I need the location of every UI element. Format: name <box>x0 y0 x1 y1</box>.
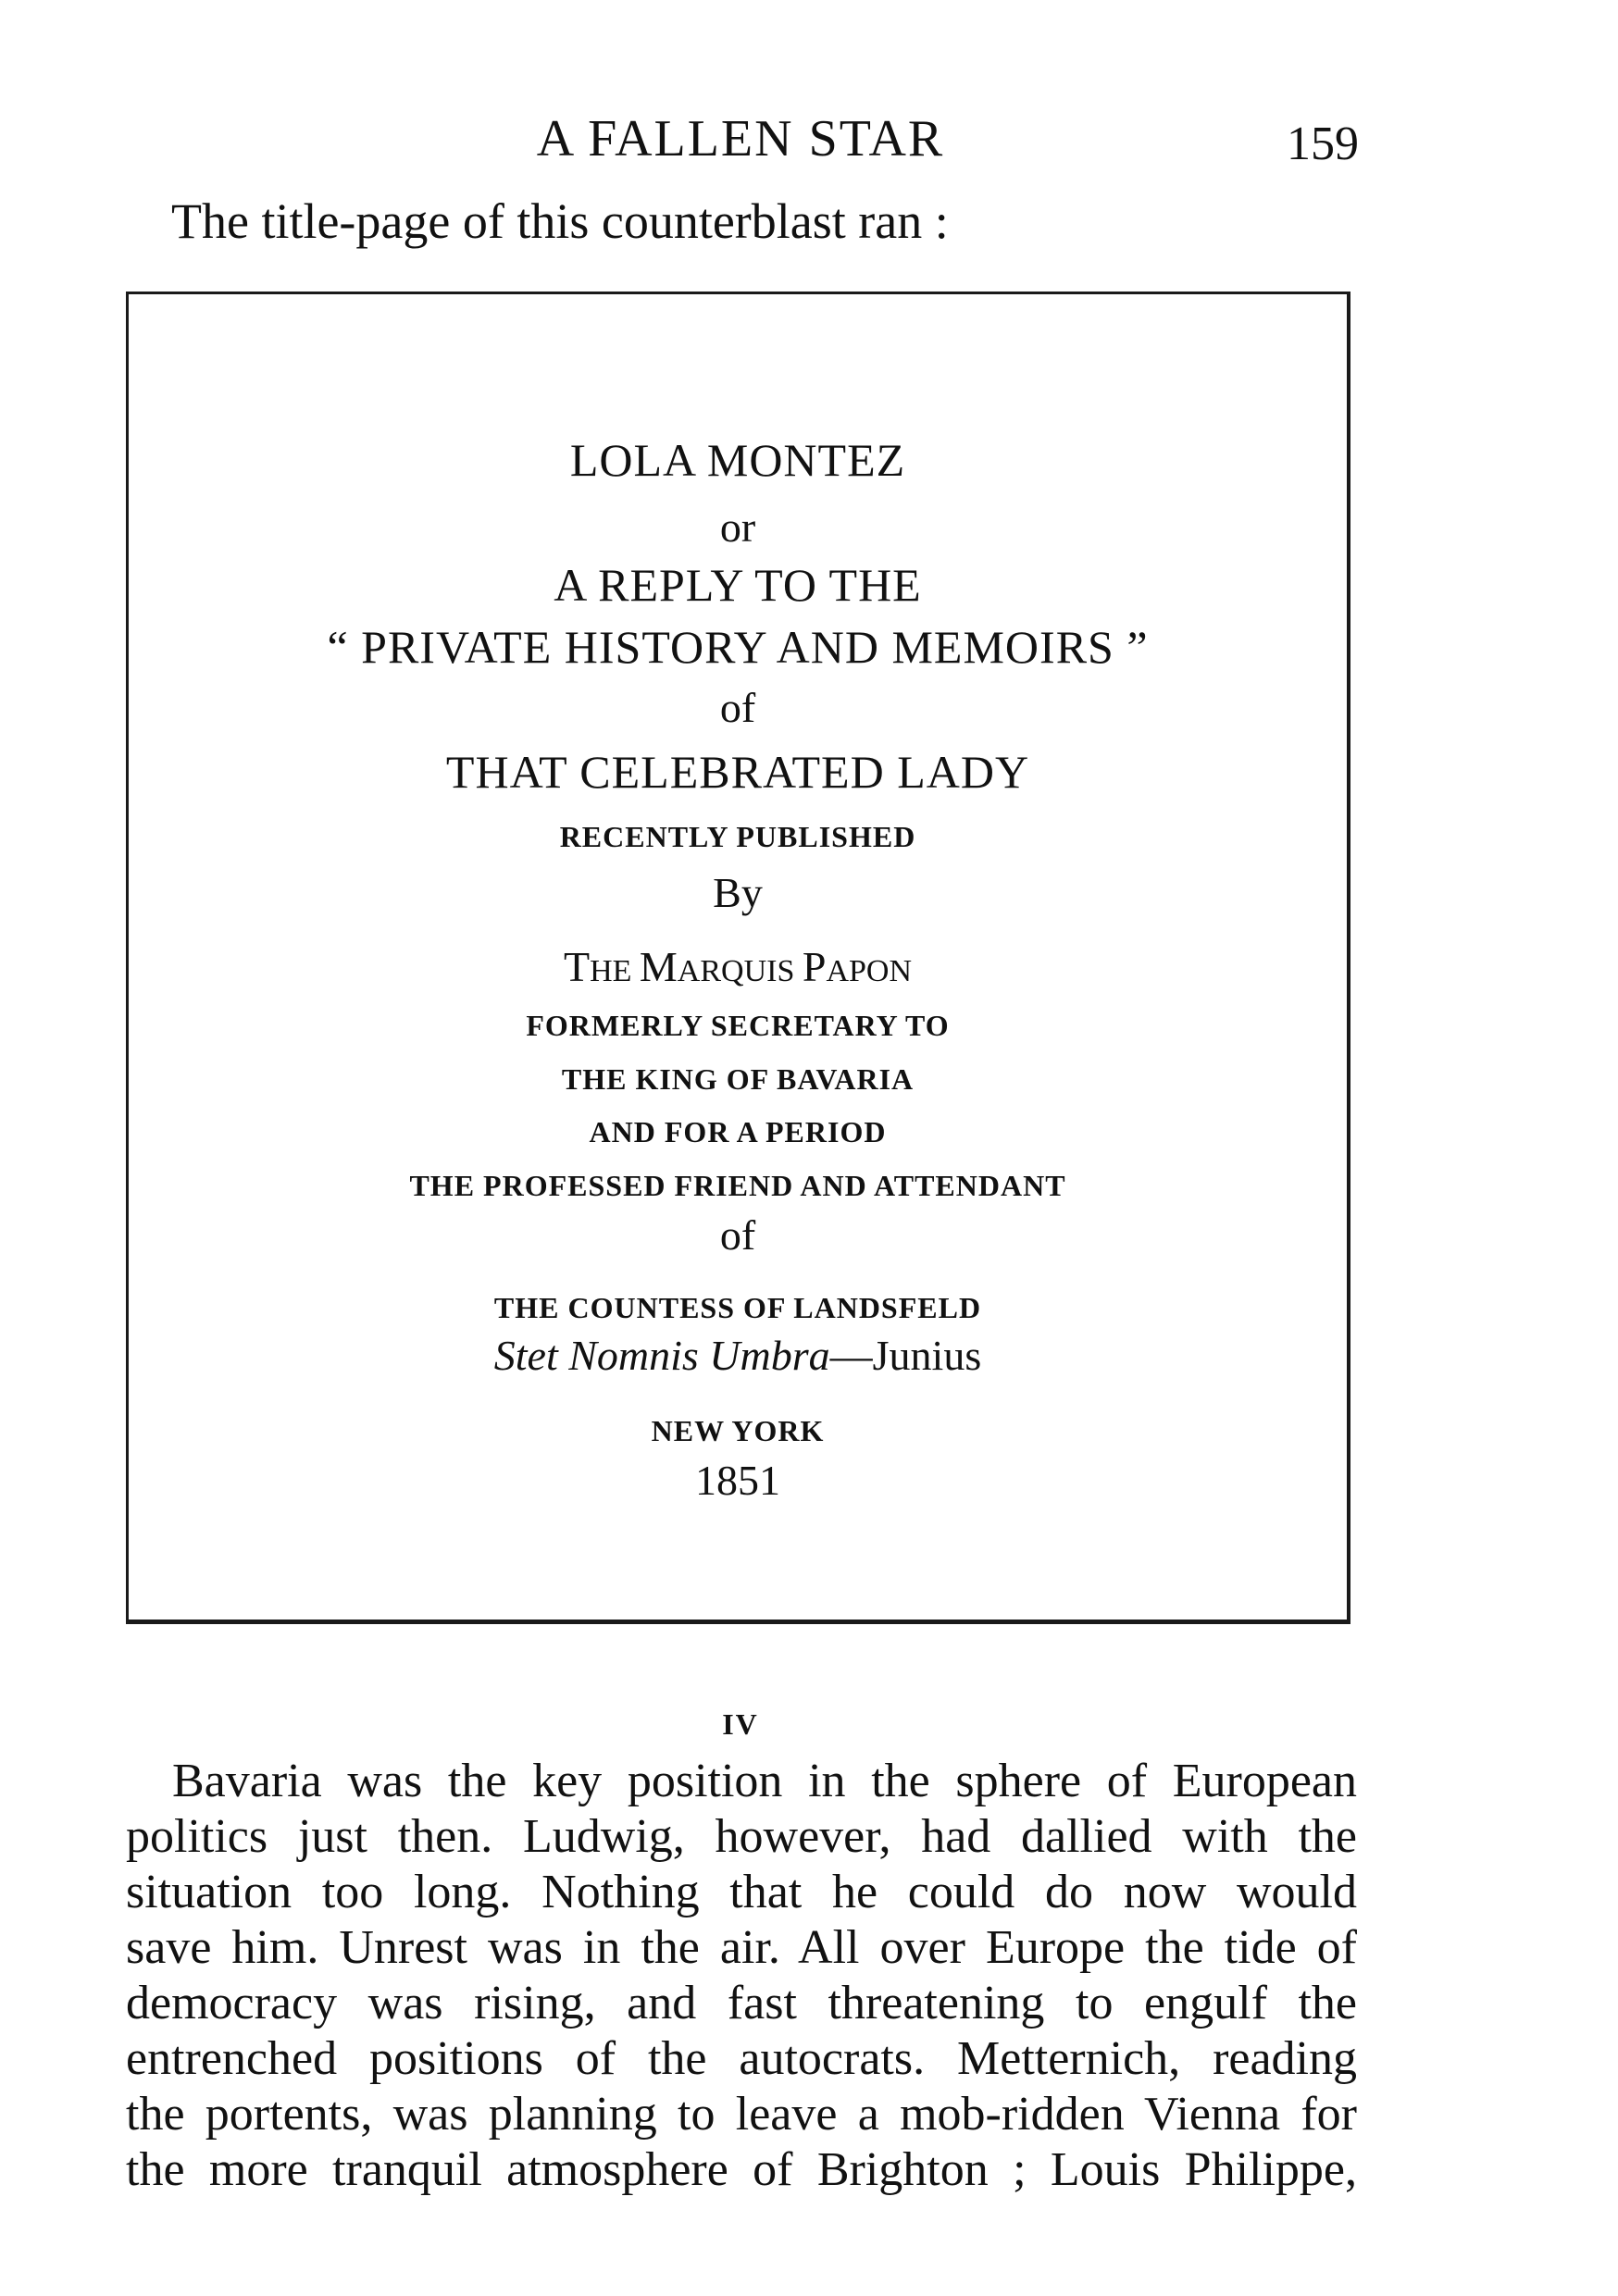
reproduced-title-page <box>126 292 1350 1624</box>
motto-attribution: —Junius <box>829 1332 982 1379</box>
author-line <box>129 942 1347 991</box>
city-line: NEW YORK <box>651 1414 825 1447</box>
reply-line: A REPLY TO THE <box>554 559 922 611</box>
body-line: save him. Unrest was in the air. All over Europe the tide of <box>126 1921 1357 1974</box>
author-cap-2: M <box>639 943 678 990</box>
king-line: THE KING OF BAVARIA <box>561 1062 915 1096</box>
body-line: entrenched positions of the autocrats. Metternich, reading <box>126 2032 1357 2085</box>
body-line: politics just then. Ludwig, however, had dallied with the <box>126 1810 1357 1863</box>
or-line: or <box>719 503 756 551</box>
by-line: By <box>713 869 763 916</box>
section-number: IV <box>722 1707 759 1741</box>
author-sc-1: HE <box>590 954 640 988</box>
body-line: situation too long. Nothing that he could do now would <box>126 1866 1357 1918</box>
recently-line: RECENTLY PUBLISHED <box>559 820 916 853</box>
body-line: Bavaria was the key position in the sphere of European <box>172 1755 1357 1807</box>
motto-line <box>129 1331 1347 1380</box>
running-head <box>0 109 1618 174</box>
friend-line: THE PROFESSED FRIEND AND ATTENDANT <box>409 1169 1066 1202</box>
author-sc-2: ARQUIS <box>677 954 803 988</box>
body-paragraph <box>126 1754 1357 2198</box>
page-number: 159 <box>1287 118 1359 170</box>
author-cap-1: T <box>563 943 591 990</box>
formerly-line: FORMERLY SECRETARY TO <box>526 1009 950 1042</box>
intro-line: The title-page of this counterblast ran : <box>171 193 949 249</box>
author-cap-3: P <box>802 943 827 990</box>
countess-line: THE COUNTESS OF LANDSFELD <box>493 1291 982 1324</box>
body-line: democracy was rising, and fast threatening to engulf the <box>126 1977 1357 2029</box>
running-title: A FALLEN STAR <box>536 110 945 168</box>
period-line: AND FOR A PERIOD <box>589 1115 887 1148</box>
body-line: the portents, was planning to leave a mob-ridden Vienna for <box>126 2088 1357 2141</box>
body-line: the more tranquil atmosphere of Brighton ; Louis Philippe, <box>126 2143 1357 2196</box>
of-line-2: of <box>719 1211 756 1259</box>
of-line-1: of <box>719 684 756 731</box>
year-line: 1851 <box>695 1457 780 1504</box>
history-line: “ PRIVATE HISTORY AND MEMOIRS ” <box>327 621 1149 673</box>
lady-line: THAT CELEBRATED LADY <box>445 746 1030 798</box>
motto-italic: Stet Nomnis Umbra <box>493 1332 830 1379</box>
author-sc-3: APON <box>826 954 913 988</box>
title-line: LOLA MONTEZ <box>569 434 906 486</box>
